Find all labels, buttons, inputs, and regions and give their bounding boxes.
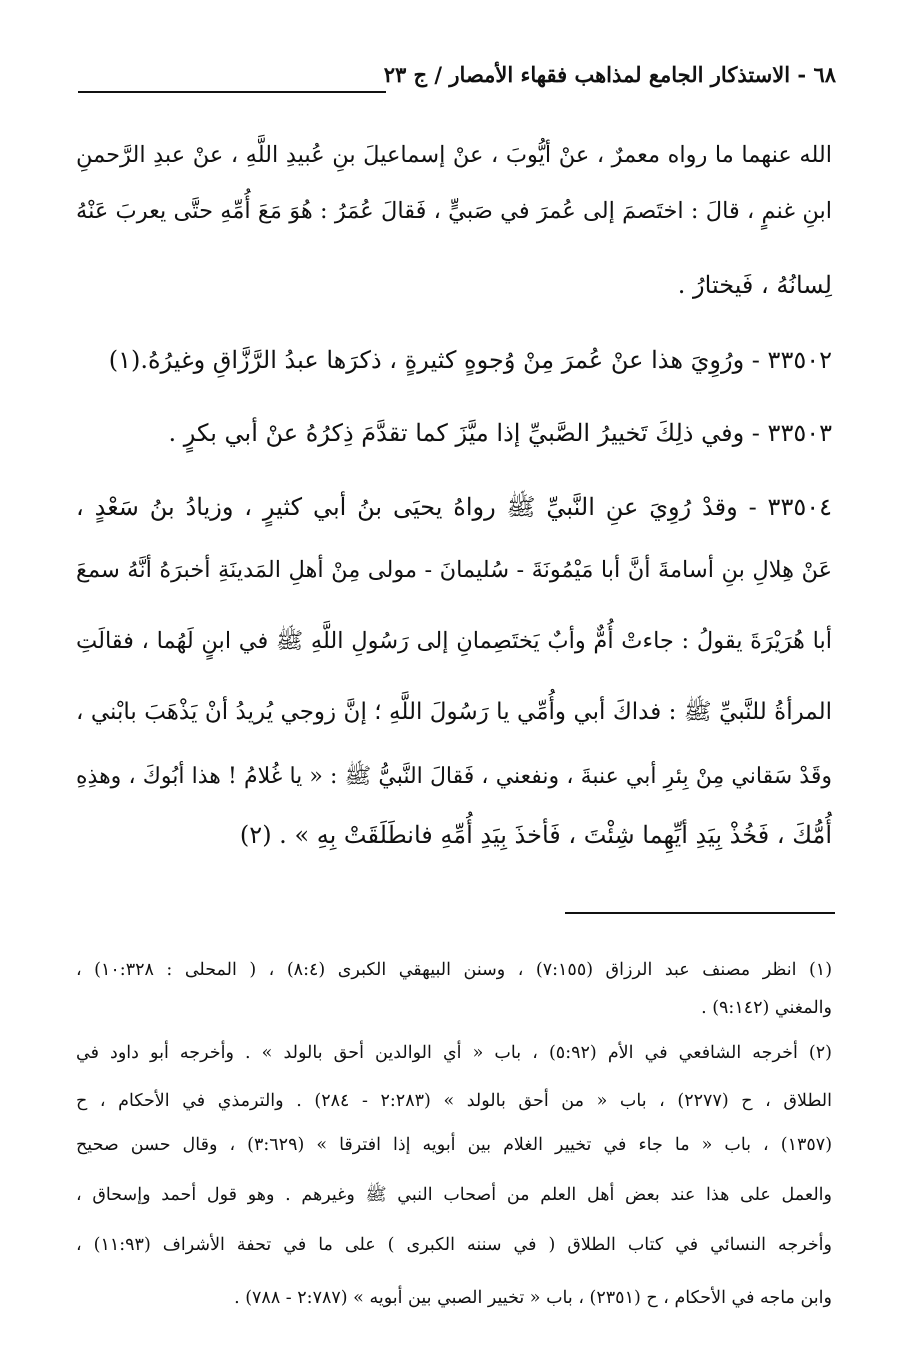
footnote-1-line: (١) انظر مصنف عبد الرزاق (٧:١٥٥) ، وسنن البيهقي الكبرى (٨:٤) ، ( المحلى : ١٠:٣٢٨) ، [76, 960, 833, 980]
body-line: عَنْ هِلالِ بنِ أسامةَ أنَّ أبا مَيْمُونَةَ - سُليمانَ - مولى مِنْ أهلِ المَدينَةِ أخبرَهُ أنَّهُ سمعَ [76, 557, 832, 583]
page-header [76, 62, 836, 96]
footnote-1-line: والمغني (٩:١٤٢) . [701, 998, 832, 1018]
body-line: المرأةُ للنَّبيِّ ﷺ : فداكَ أبي وأُمِّي يا رَسُولَ اللَّهِ ؛ إنَّ زوجي يُريدُ أنْ يَذْهَبَ بابْني ، [76, 699, 832, 725]
body-line: أبا هُرَيْرَةَ يقولُ : جاءتْ أُمٌّ وأبٌ يَختَصِمانِ إلى رَسُولِ اللَّهِ ﷺ في ابنٍ لَهُما ، فقالَتِ [76, 628, 832, 654]
footnote-2-line: والعمل على هذا عند بعض أهل العلم من أصحاب النبي ﷺ وغيرهم . وهو قول أحمد وإسحاق ، [76, 1185, 832, 1205]
footnote-2-line: وأخرجه النسائي في كتاب الطلاق ( في سننه الكبرى ) على ما في تحفة الأشراف (١١:٩٣) ، [76, 1235, 832, 1255]
body-line: أُمُّكَ ، فَخُذْ بِيَدِ أيِّهِما شِئْتَ ، فَأخذَ بِيَدِ أُمِّهِ فانطَلَقَتْ بِهِ » . (٢) [239, 821, 832, 849]
paragraph-33502: ٣٣٥٠٢ - ورُوِيَ هذا عنْ عُمرَ مِنْ وُجوهٍ كثيرةٍ ، ذكرَها عبدُ الرَّزَّاقِ وغيرُهُ.(١) [108, 346, 832, 374]
body-line: لِسانُهُ ، فَيختارُ . [677, 271, 832, 299]
header-rule [78, 91, 386, 93]
paragraph-33503: ٣٣٥٠٣ - وفي ذلِكَ تَخييرُ الصَّبيِّ إذا ميَّزَ كما تقدَّمَ ذِكرُهُ عنْ أبي بكرٍ . [168, 419, 832, 447]
body-line: وقَدْ سَقاني مِنْ بِئرِ أبي عنبةَ ، ونفعني ، فَقالَ النَّبيُّ ﷺ : « يا غُلامُ ! هذا أبُوكَ ، وهذِهِ [76, 764, 832, 789]
paragraph-33504: ٣٣٥٠٤ - وقدْ رُوِيَ عنِ النَّبيِّ ﷺ رواهُ يحيَى بنُ أبي كثيرٍ ، وزيادُ بنُ سَعْدٍ ، [76, 493, 832, 521]
running-title: ٦٨ - الاستذكار الجامع لمذاهب فقهاء الأمصار / ج ٢٣ [383, 62, 836, 87]
footnote-2-line: (١٣٥٧) ، باب « ما جاء في تخيير الغلام بين أبويه إذا افترقا » (٣:٦٢٩) ، وقال حسن صحيح [76, 1135, 833, 1155]
footnote-2-line: (٢) أخرجه الشافعي في الأم (٥:٩٢) ، باب « أي الوالدين أحق بالولد » . وأخرجه أبو داود في [76, 1043, 832, 1063]
footnote-2-line: وابن ماجه في الأحكام ، ح (٢٣٥١) ، باب « تخيير الصبي بين أبويه » (٢:٧٨٧ - ٧٨٨) . [234, 1288, 832, 1308]
footnote-2-line: الطلاق ، ح (٢٢٧٧) ، باب « من أحق بالولد » (٢:٢٨٣ - ٢٨٤) . والترمذي في الأحكام ، ح [76, 1091, 832, 1111]
body-line: الله عنهما ما رواه معمرٌ ، عنْ أيُّوبَ ، عنْ إسماعيلَ بنِ عُبيدِ اللَّهِ ، عنْ عبدِ الرَّحمنِ [76, 142, 832, 168]
body-line: ابنِ غنمٍ ، قالَ : اختَصمَ إلى عُمرَ في صَبيٍّ ، فَقالَ عُمَرُ : هُوَ مَعَ أُمِّهِ حتَّى يعربَ عَنْهُ [76, 198, 832, 224]
footnote-separator [565, 912, 835, 914]
